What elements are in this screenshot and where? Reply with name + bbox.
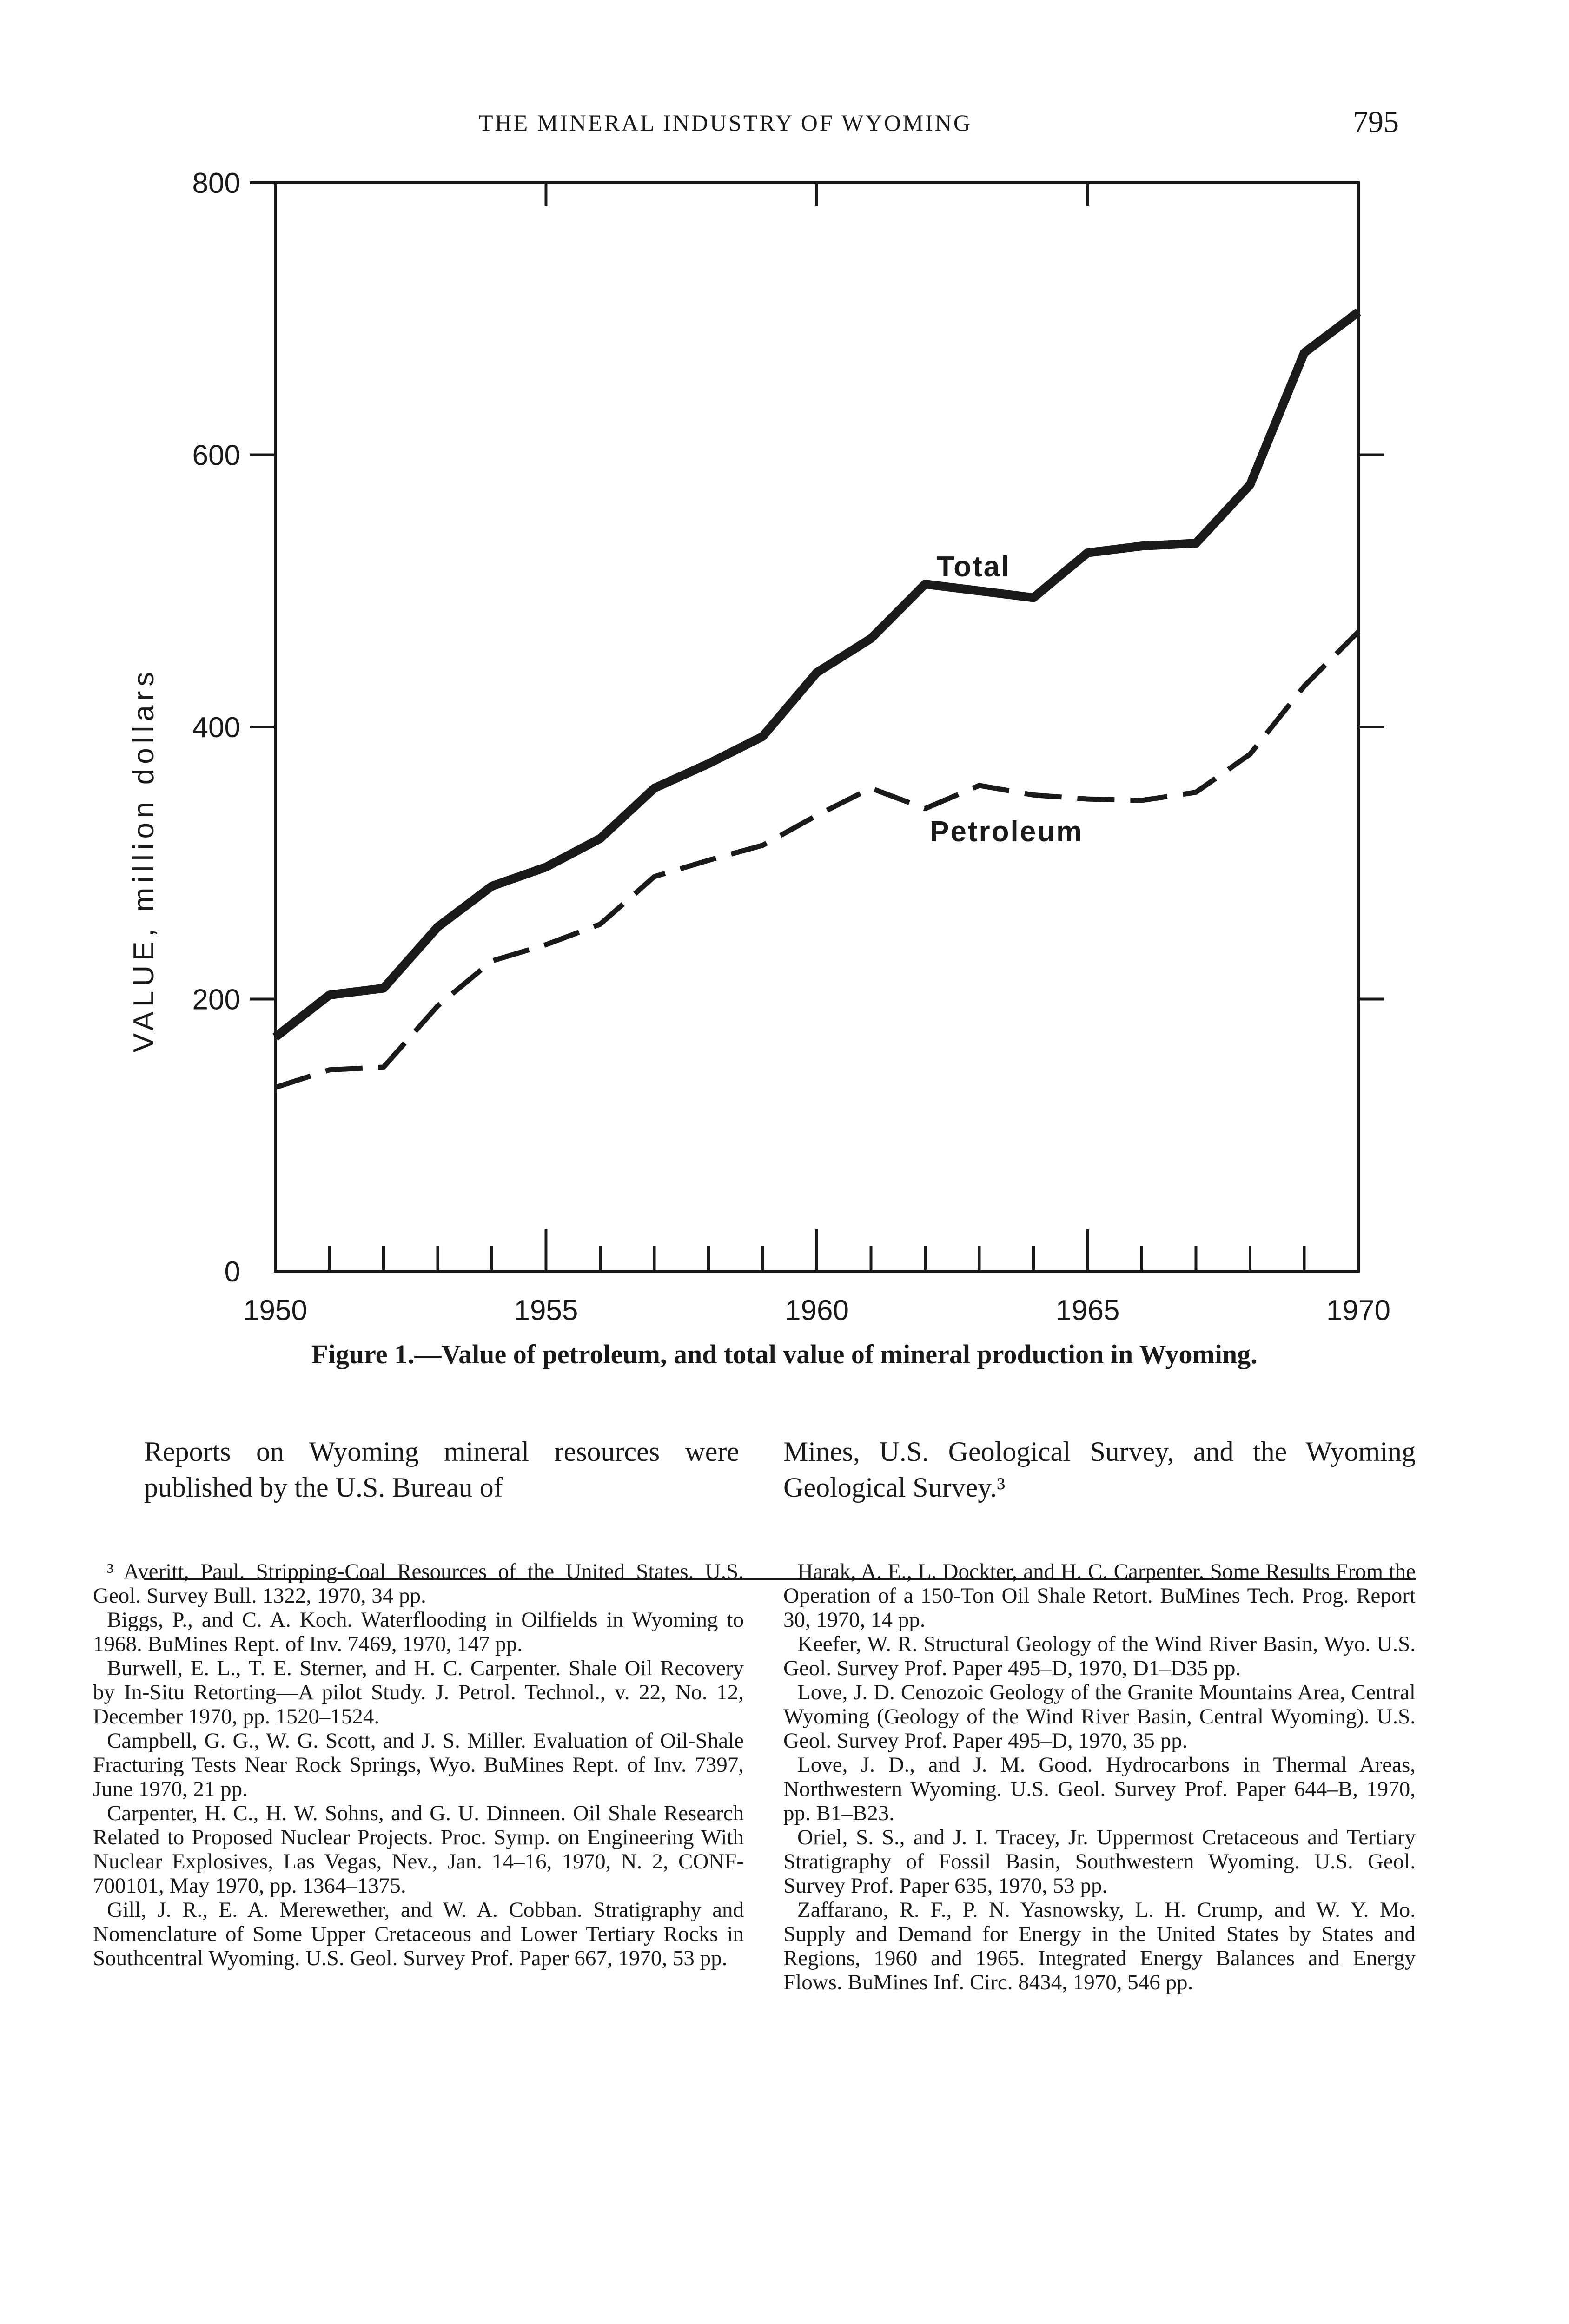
y-tick-label: 800 bbox=[192, 167, 240, 199]
reference-entry: Oriel, S. S., and J. I. Tracey, Jr. Uppermost Cretaceous and Tertiary Stratigraphy of Fossil Basin, Southwestern Wyoming. U.S. Geol. Survey Prof. Paper 635, 1970, 53 pp. bbox=[783, 1825, 1416, 1898]
x-tick-label: 1970 bbox=[1326, 1294, 1390, 1327]
y-tick-label: 600 bbox=[192, 439, 240, 472]
y-tick-label: 400 bbox=[192, 712, 240, 744]
reference-entry: Keefer, W. R. Structural Geology of the Wind River Basin, Wyo. U.S. Geol. Survey Prof. Paper 495–D, 1970, D1–D35 pp. bbox=[783, 1632, 1416, 1680]
x-tick-label: 1955 bbox=[514, 1294, 578, 1327]
references-left-column bbox=[93, 1559, 744, 1970]
body-paragraph-left: Reports on Wyoming mineral resources were published by the U.S. Bureau of bbox=[144, 1436, 739, 1503]
body-paragraph-right: Mines, U.S. Geological Survey, and the Wyoming Geological Survey.³ bbox=[783, 1436, 1416, 1503]
reference-entry: Zaffarano, R. F., P. N. Yasnowsky, L. H. Crump, and W. Y. Mo. Supply and Demand for Energy in the United States by States and Regions, 1960 and 1965. Integrated Energy Balances and Energy Flows. BuMines Inf. Circ. 8434, 1970, 546 pp. bbox=[783, 1898, 1416, 1994]
reference-entry: Biggs, P., and C. A. Koch. Waterflooding in Oilfields in Wyoming to 1968. BuMines Rept. of Inv. 7469, 1970, 147 pp. bbox=[93, 1608, 744, 1656]
x-tick-label: 1960 bbox=[785, 1294, 849, 1327]
reference-entry: ³ Averitt, Paul. Stripping-Coal Resources of the United States. U.S. Geol. Survey Bull. 1322, 1970, 34 pp. bbox=[93, 1559, 744, 1608]
reference-entry: Carpenter, H. C., H. W. Sohns, and G. U. Dinneen. Oil Shale Research Related to Proposed Nuclear Projects. Proc. Symp. on Engineering With Nuclear Explosives, Las Vegas, Nev., Jan. 14–16, 1970, N. 2, CONF-700101, May 1970, pp. 1364–1375. bbox=[93, 1801, 744, 1898]
y-tick-label: 200 bbox=[192, 984, 240, 1016]
running-title: THE MINERAL INDUSTRY OF WYOMING bbox=[479, 110, 973, 136]
plot-frame bbox=[275, 183, 1358, 1271]
reference-entry: Gill, J. R., E. A. Merewether, and W. A. Cobban. Stratigraphy and Nomenclature of Some Upper Cretaceous and Lower Tertiary Rocks in Southcentral Wyoming. U.S. Geol. Survey Prof. Paper 667, 1970, 53 pp. bbox=[93, 1898, 744, 1970]
reference-entry: Love, J. D., and J. M. Good. Hydrocarbons in Thermal Areas, Northwestern Wyoming. U.S. Geol. Survey Prof. Paper 644–B, 1970, pp. B1–B23. bbox=[783, 1753, 1416, 1825]
series-line-total bbox=[275, 312, 1358, 1037]
series-label-total: Total bbox=[937, 551, 1011, 583]
reference-entry: Love, J. D. Cenozoic Geology of the Granite Mountains Area, Central Wyoming (Geology of the Wind River Basin, Central Wyoming). U.S. Geol. Survey Prof. Paper 495–D, 1970, 35 pp. bbox=[783, 1680, 1416, 1753]
figure-caption: Figure 1.—Value of petroleum, and total value of mineral production in Wyoming. bbox=[311, 1339, 1258, 1369]
reference-entry: Campbell, G. G., W. G. Scott, and J. S. Miller. Evaluation of Oil-Shale Fracturing Tests Near Rock Springs, Wyo. BuMines Rept. of Inv. 7397, June 1970, 21 pp. bbox=[93, 1729, 744, 1801]
y-tick-label: 0 bbox=[224, 1256, 240, 1288]
references-right-column bbox=[783, 1559, 1416, 1994]
y-axis-title: VALUE, million dollars bbox=[128, 667, 160, 1053]
x-tick-label: 1965 bbox=[1055, 1294, 1120, 1327]
x-tick-label: 1950 bbox=[243, 1294, 307, 1327]
page-number: 795 bbox=[1353, 105, 1399, 139]
reference-entry: Burwell, E. L., T. E. Sterner, and H. C. Carpenter. Shale Oil Recovery by In-Situ Retorting—A pilot Study. J. Petrol. Technol., v. 22, No. 12, December 1970, pp. 1520–1524. bbox=[93, 1656, 744, 1729]
series-label-petroleum: Petroleum bbox=[930, 816, 1084, 848]
reference-entry: Harak, A. E., L. Dockter, and H. C. Carpenter. Some Results From the Operation of a 150-Ton Oil Shale Retort. BuMines Tech. Prog. Report 30, 1970, 14 pp. bbox=[783, 1559, 1416, 1632]
series-line-petroleum bbox=[275, 632, 1358, 1088]
